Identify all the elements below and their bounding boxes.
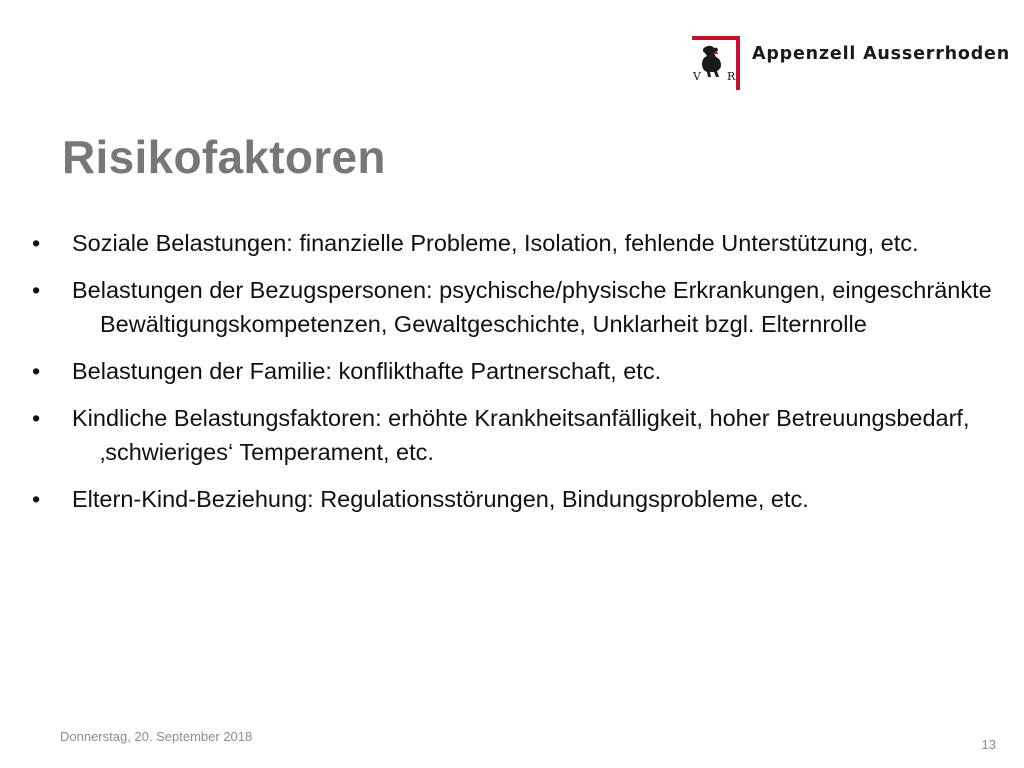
logo-text: Appenzell Ausserrhoden [752, 44, 1010, 64]
bullet-item: • Belastungen der Bezugspersonen: psychische/physische Erkrankungen, eingeschränkte Bewältigungskompetenzen, Gewaltgeschichte, Unklarheit bzgl. Elternrolle [60, 273, 1020, 341]
logo-letter-r: R [727, 70, 736, 83]
page-number: 13 [981, 737, 996, 752]
bullet-item: • Belastungen der Familie: konflikthafte Partnerschaft, etc. [60, 354, 1020, 388]
bullet-item: • Eltern-Kind-Beziehung: Regulationsstörungen, Bindungsprobleme, etc. [60, 482, 1020, 516]
logo-letter-v: V [693, 70, 701, 83]
bullet-item: • Soziale Belastungen: finanzielle Probleme, Isolation, fehlende Unterstützung, etc. [60, 226, 1020, 260]
bullet-item: • Kindliche Belastungsfaktoren: erhöhte Krankheitsanfälligkeit, hoher Betreuungsbedarf, ‚schwieriges‘ Temperament, etc. [60, 401, 1020, 469]
slide-title: Risikofaktoren [62, 131, 386, 183]
appenzell-logo [688, 34, 1010, 92]
footer-date: Donnerstag, 20. September 2018 [60, 729, 253, 744]
bullet-list [60, 226, 1020, 529]
bear-coat-of-arms-icon [688, 34, 748, 92]
